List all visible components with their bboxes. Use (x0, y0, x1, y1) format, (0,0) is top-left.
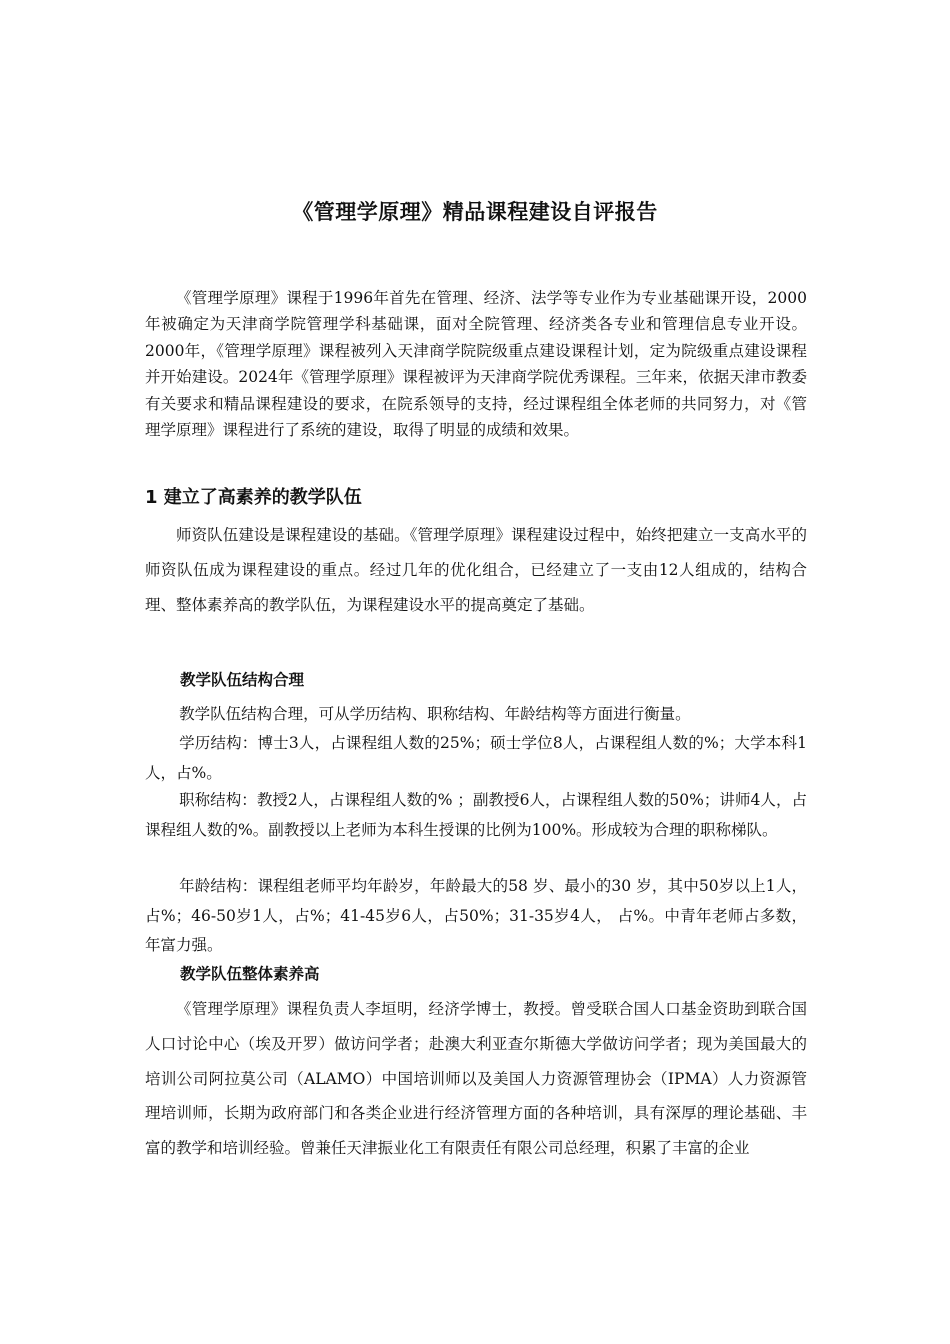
education-structure-paragraph: 学历结构：博士3人，占课程组人数的25%；硕士学位8人，占课程组人数的%；大学本科1人，占%。 (145, 734, 807, 782)
subsection-heading-structure: 教学队伍结构合理 (180, 671, 305, 689)
age-structure-paragraph: 年龄结构：课程组老师平均年龄岁，年龄最大的58 岁、最小的30 岁，其中50岁以上1人，占%；46-50岁1人，占%；41-45岁6人，占50%；31-35岁4人， 占%。中青年老师占多数，年富力强。 (145, 877, 807, 954)
structure-paragraph: 教学队伍结构合理，可从学历结构、职称结构、年龄结构等方面进行衡量。 (179, 705, 691, 723)
intro-paragraph: 《管理学原理》课程于1996年首先在管理、经济、法学等专业作为专业基础课开设，2000年被确定为天津商学院管理学科基础课，面对全院管理、经济类各专业和管理信息专业开设。 2000年，《管理学原理》课程被列入天津商学院院级重点建设课程计划，定为院级重点建设课程并开始建设。2024年《管理学原理》课程被评为天津商学院优秀课程。三年来，依据天津市教委有关要求和精品课程建设的要求，在院系领导的支持，经过课程组全体老师的共同努力，对《管理学原理》课程进行了系统的建设，取得了明显的成绩和效果。 (145, 289, 807, 440)
subsection-heading-quality: 教学队伍整体素养高 (180, 965, 320, 983)
section-paragraph: 师资队伍建设是课程建设的基础。《管理学原理》课程建设过程中，始终把建立一支高水平的师资队伍成为课程建设的重点。经过几年的优化组合，已经建立了一支由12人组成的，结构合理、整体素养高的教学队伍，为课程建设水平的提高奠定了基础。 (145, 526, 807, 614)
course-leader-paragraph: 《管理学原理》课程负责人李垣明，经济学博士，教授。曾受联合国人口基金资助到联合国人口讨论中心（埃及开罗）做访问学者；赴澳大利亚查尔斯德大学做访问学者；现为美国最大的培训公司阿拉莫公司（ALAMO）中国培训师以及美国人力资源管理协会（IPMA）人力资源管理培训师，长期为政府部门和各类企业进行经济管理方面的各种培训，具有深厚的理论基础、丰富的教学和培训经验。曾兼任天津振业化工有限责任有限公司总经理，积累了丰富的企业 (145, 1000, 807, 1158)
title-structure-paragraph: 职称结构：教授2人，占课程组人数的% ；副教授6人，占课程组人数的50%；讲师4人，占课程组人数的%。副教授以上老师为本科生授课的比例为100%。形成较为合理的职称梯队。 (145, 791, 807, 839)
section-heading: 1 建立了高素养的教学队伍 (145, 487, 362, 508)
document-title: 《管理学原理》精品课程建设自评报告 (292, 200, 658, 224)
